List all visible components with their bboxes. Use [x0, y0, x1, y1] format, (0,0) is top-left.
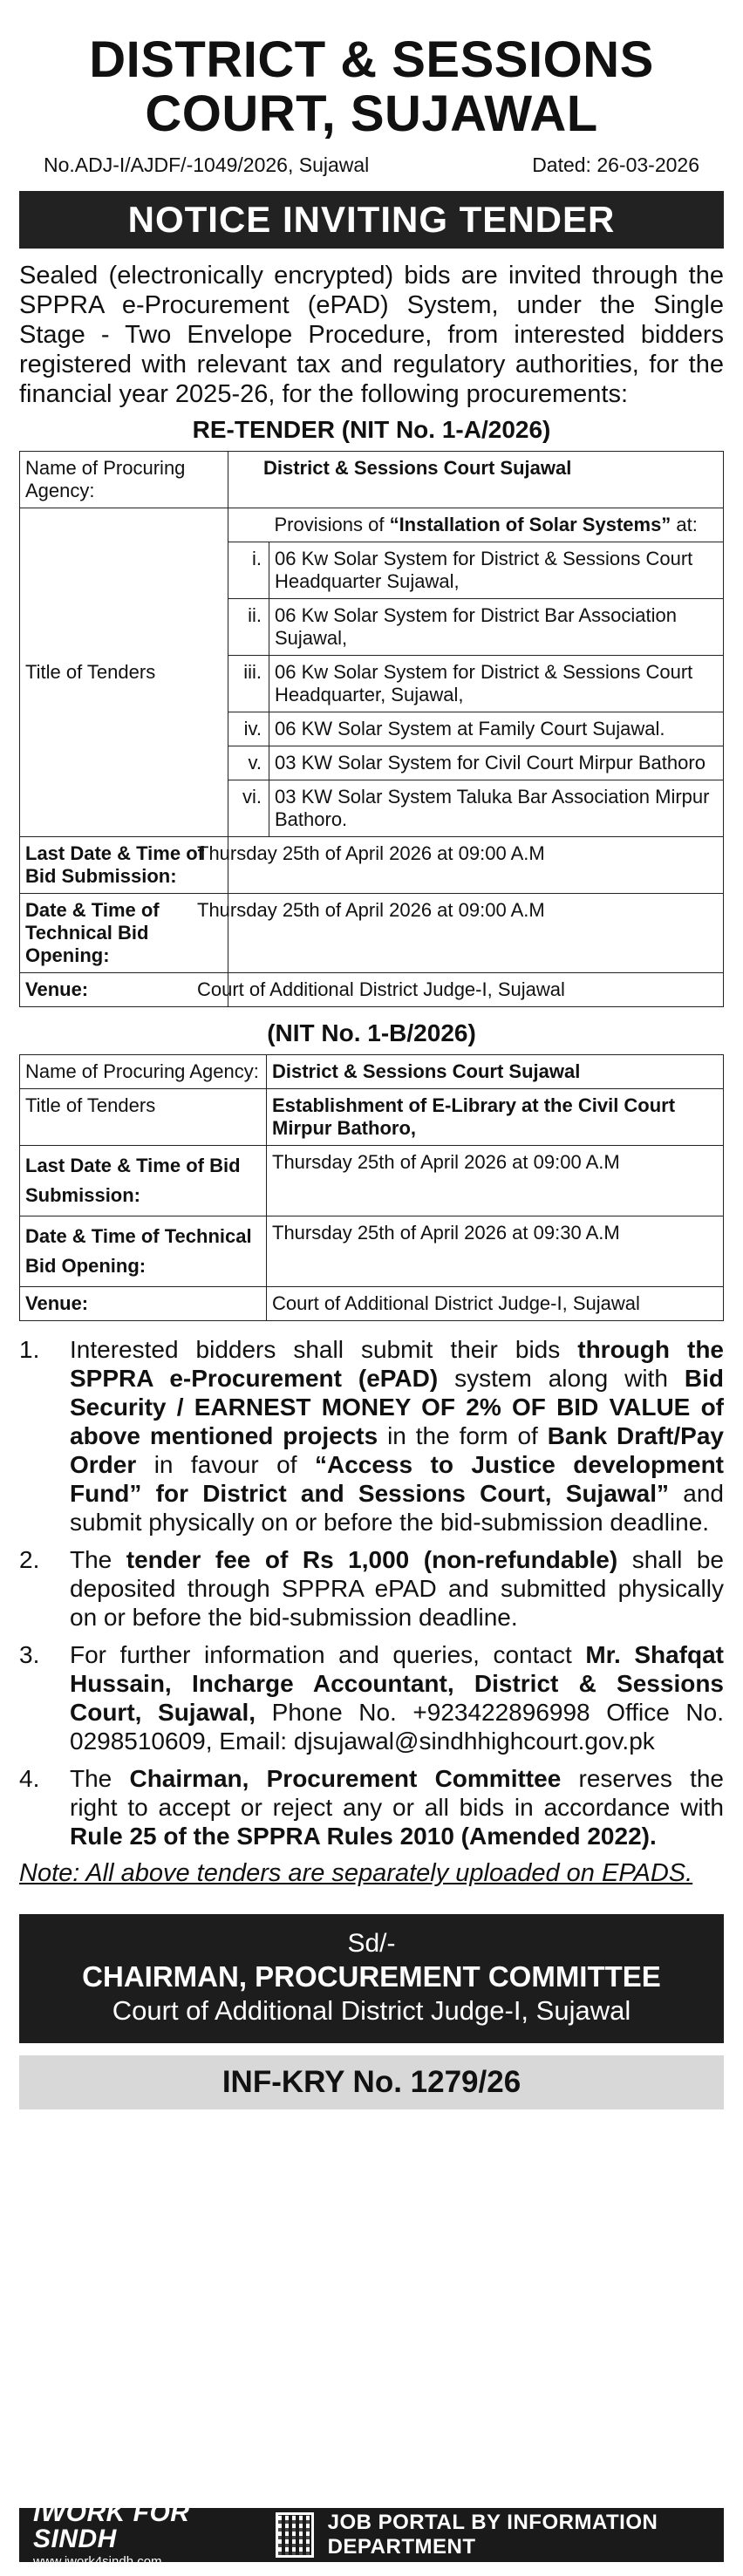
tender-notice-page [19, 0, 724, 2109]
agency-value: District & Sessions Court Sujawal [228, 452, 724, 508]
intro-paragraph: Sealed (electronically encrypted) bids are invited through the SPPRA e-Procurement (ePAD) System, under the Single Stage - Two Envelope Procedure, from interested bidders registered with relevant tax and regulatory authorities, for the financial year 2025-26, for the following procurements: [19, 262, 724, 408]
list-item: 4. The Chairman, Procurement Committee reserves the right to accept or reject any or all bids in accordance with Rule 25 of the SPPRA Rules 2010 (Amended 2022). [19, 1765, 725, 1850]
venue-label: Venue: [20, 1287, 267, 1321]
portal-text: JOB PORTAL BY INFORMATION DEPARTMENT [327, 2511, 658, 2559]
item-number: iii. [228, 656, 269, 712]
qr-code-icon [276, 2512, 314, 2558]
table-row [20, 894, 724, 973]
nit-b-heading: (NIT No. 1-B/2026) [267, 1019, 476, 1046]
provisions-text: Provisions of “Installation of Solar Systems” at: [269, 508, 724, 542]
court-title-line1: DISTRICT & SESSIONS [89, 31, 654, 88]
opening-label: Date & Time of Technical Bid Opening: [20, 894, 228, 973]
list-item: 1. Interested bidders shall submit their bids through the SPPRA e-Procurement (ePAD) system along with Bid Security / EARNEST MONEY OF 2% OF BID VALUE of above mentioned projects in the form of Bank Draft/Pay Order in favour of “Access to Justice development Fund” for District and Sessions Court, Sujawal” and submit physically on or before the bid-submission deadline. [19, 1336, 724, 1536]
reference-number: No.ADJ-I/AJDF/-1049/2026, Sujawal [44, 153, 370, 176]
item-number: vi. [228, 780, 269, 837]
list-item: 3. For further information and queries, contact Mr. Shafqat Hussain, Incharge Accountant, District & Sessions Court, Sujawal, Phone No. +923422896998 Office No. 0298510609, Email: djsujawal@sindhhighcourt.gov.pk [19, 1641, 725, 1755]
item-number: iv. [228, 712, 269, 746]
agency-label: Name of Procuring Agency: [20, 452, 228, 508]
table-row [20, 1287, 724, 1321]
logo-text: iWORK FOR SINDH [33, 2498, 190, 2553]
court-name: Court of Additional District Judge-I, Sujawal [112, 1995, 631, 2026]
table-row [20, 973, 724, 1007]
chairman-title: CHAIRMAN, PROCUREMENT COMMITTEE [82, 1960, 661, 1993]
iwork-logo [19, 2500, 276, 2570]
last-date-value: Thursday 25th of April 2026 at 09:00 A.M [228, 837, 724, 894]
nit-b-table [19, 1054, 724, 1321]
conditions-list [19, 1335, 724, 1850]
title-value: Establishment of E-Library at the Civil Court Mirpur Bathoro, [267, 1089, 724, 1146]
item-number: ii. [228, 599, 269, 656]
retender-table [19, 451, 724, 1007]
last-date-label: Last Date & Time of Bid Submission: [20, 1146, 267, 1216]
item-text: 06 KW Solar System at Family Court Sujawal. [269, 712, 724, 746]
last-date-label: Last Date & Time of Bid Submission: [20, 837, 228, 894]
reference-row [44, 153, 699, 177]
opening-value: Thursday 25th of April 2026 at 09:30 A.M [267, 1216, 724, 1287]
footer-bar [19, 2498, 724, 2569]
item-text: 03 KW Solar System for Civil Court Mirpur Bathoro [269, 746, 724, 780]
retender-heading: RE-TENDER (NIT No. 1-A/2026) [192, 416, 551, 443]
item-text: 06 Kw Solar System for District Bar Association Sujawal, [269, 599, 724, 656]
venue-label: Venue: [20, 973, 228, 1007]
epads-note: Note: All above tenders are separately uploaded on EPADS. [19, 1859, 693, 1887]
venue-value: Court of Additional District Judge-I, Sujawal [228, 973, 724, 1007]
opening-label: Date & Time of Technical Bid Opening: [20, 1216, 267, 1287]
notice-banner: NOTICE INVITING TENDER [19, 191, 724, 249]
agency-value: District & Sessions Court Sujawal [267, 1055, 724, 1089]
list-item: 2. The tender fee of Rs 1,000 (non-refundable) shall be deposited through SPPRA ePAD and submitted physically on or before the bid-submission deadline. [19, 1546, 724, 1631]
item-text: 03 KW Solar System Taluka Bar Association Mirpur Bathoro. [269, 780, 724, 837]
table-row [20, 452, 724, 508]
signed-mark: Sd/- [347, 1929, 396, 1958]
table-row [20, 1055, 724, 1089]
title-label: Title of Tenders [20, 508, 228, 837]
table-row [20, 837, 724, 894]
opening-value: Thursday 25th of April 2026 at 09:00 A.M [228, 894, 724, 973]
item-number: v. [228, 746, 269, 780]
table-row [20, 508, 724, 542]
venue-value: Court of Additional District Judge-I, Sujawal [267, 1287, 724, 1321]
site-url[interactable]: www.iwork4sindh.com [33, 2554, 162, 2569]
signature-block [19, 1914, 724, 2043]
item-text: 06 Kw Solar System for District & Sessions Court Headquarter, Sujawal, [269, 656, 724, 712]
table-row [20, 1146, 724, 1216]
last-date-value: Thursday 25th of April 2026 at 09:00 A.M [267, 1146, 724, 1216]
item-number: i. [228, 542, 269, 599]
table-row [20, 1216, 724, 1287]
agency-label: Name of Procuring Agency: [20, 1055, 267, 1089]
court-title [19, 33, 724, 141]
title-label: Title of Tenders [20, 1089, 267, 1146]
item-text: 06 Kw Solar System for District & Sessions Court Headquarter Sujawal, [269, 542, 724, 599]
inf-number: INF-KRY No. 1279/26 [19, 2055, 724, 2109]
notice-date: Dated: 26-03-2026 [532, 153, 699, 176]
table-row [20, 1089, 724, 1146]
court-title-line2: COURT, SUJAWAL [145, 85, 598, 142]
